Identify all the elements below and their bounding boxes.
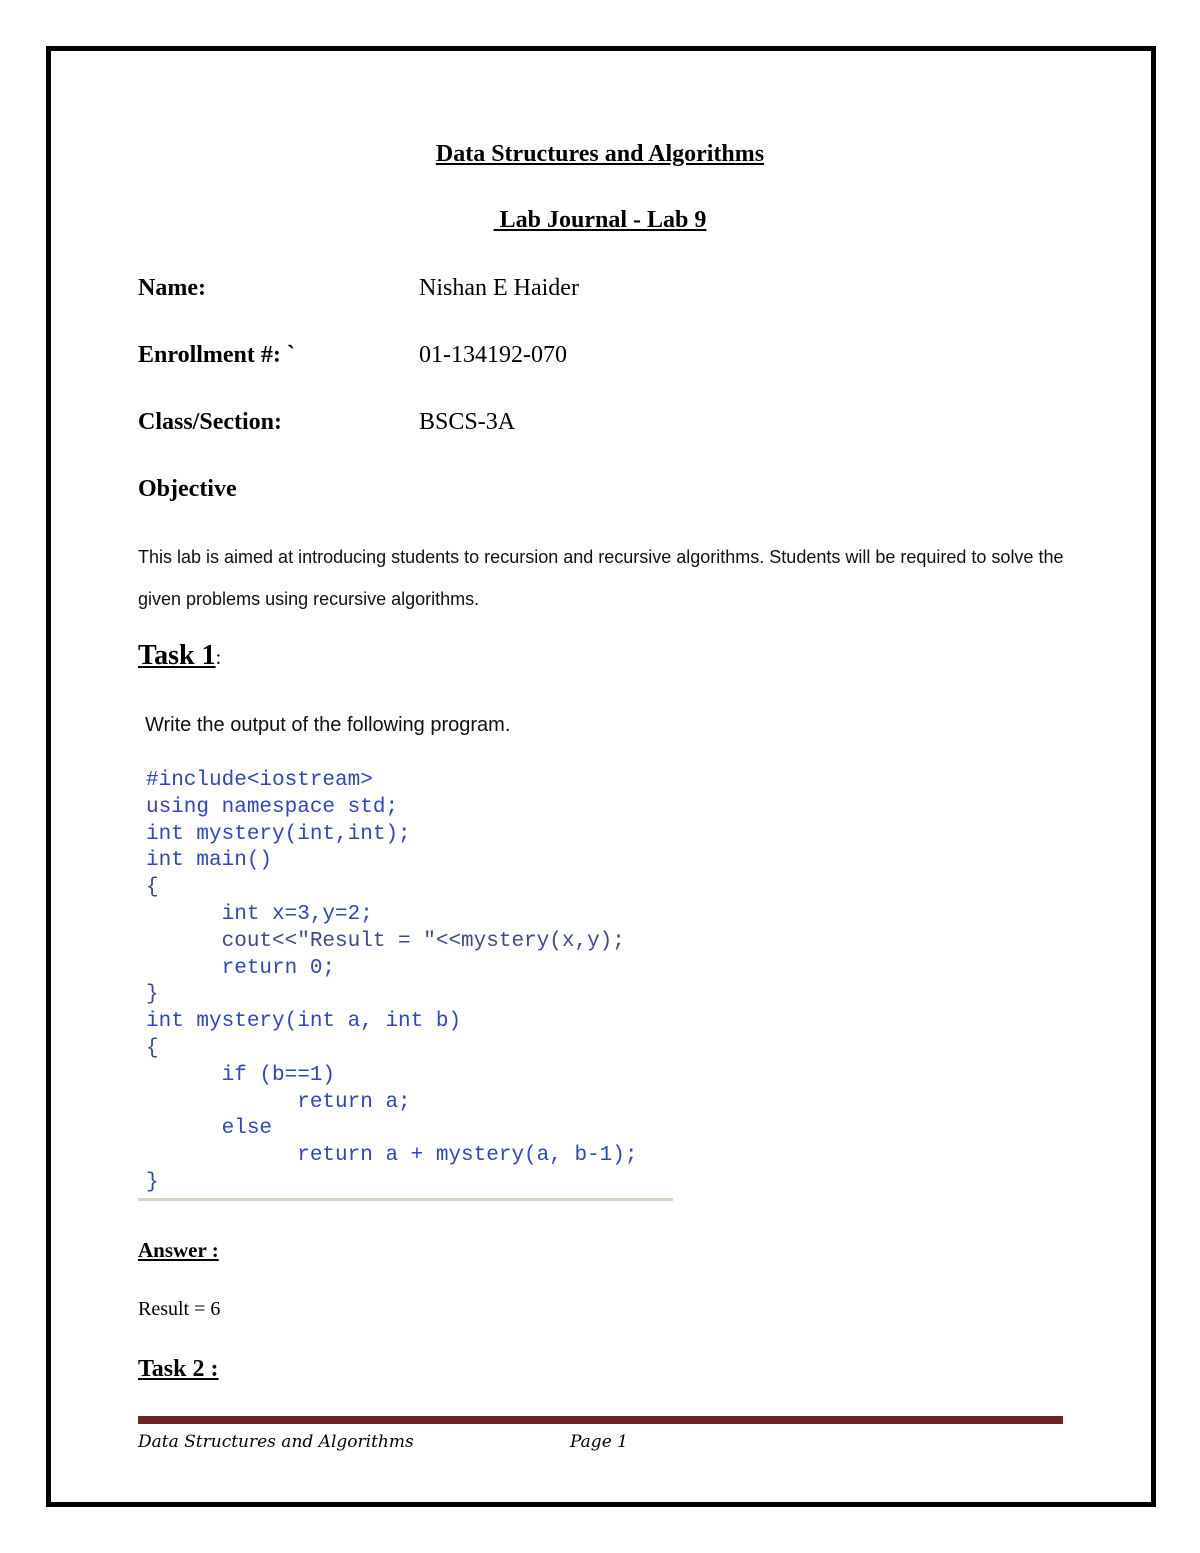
task2-heading: Task 2 : bbox=[138, 1356, 219, 1382]
code-line: cout<<"Result = "<<mystery(x,y); bbox=[146, 929, 625, 953]
code-line: int mystery(int,int); bbox=[146, 822, 411, 846]
footer-divider bbox=[138, 1416, 1063, 1424]
code-line: { bbox=[146, 876, 159, 900]
task1-heading-label: Task 1 bbox=[138, 640, 216, 671]
task1-heading-suffix: : bbox=[215, 647, 222, 669]
code-block bbox=[146, 768, 637, 1197]
class-section-value: BSCS-3A bbox=[419, 409, 516, 435]
enrollment-label: Enrollment #: ` bbox=[138, 342, 295, 368]
code-line: return 0; bbox=[146, 956, 336, 980]
code-line: return a; bbox=[146, 1090, 411, 1114]
code-line: if (b==1) bbox=[146, 1063, 336, 1087]
document-subtitle: Lab Journal - Lab 9 bbox=[493, 207, 707, 233]
code-line: return a + mystery(a, b-1); bbox=[146, 1144, 638, 1168]
code-line: int main() bbox=[146, 849, 273, 873]
objective-text: This lab is aimed at introducing students to recursion and recursive algorithms. Students will be required to solve the given problems using recursive algorithms. bbox=[138, 547, 1064, 609]
document-title: Data Structures and Algorithms bbox=[435, 141, 765, 167]
page-number: Page 1 bbox=[570, 1432, 628, 1452]
code-line: } bbox=[146, 1170, 159, 1194]
answer-heading: Answer : bbox=[138, 1238, 219, 1262]
code-line: else bbox=[146, 1117, 273, 1141]
code-line: using namespace std; bbox=[146, 795, 399, 819]
enrollment-value: 01-134192-070 bbox=[419, 342, 567, 368]
code-line: int mystery(int a, int b) bbox=[146, 1010, 462, 1034]
objective-heading: Objective bbox=[138, 476, 237, 502]
footer-title: Data Structures and Algorithms bbox=[138, 1432, 414, 1452]
name-label: Name: bbox=[138, 275, 206, 301]
answer-text: Result = 6 bbox=[138, 1298, 221, 1320]
task1-heading bbox=[138, 640, 221, 672]
task1-prompt: Write the output of the following program. bbox=[145, 714, 511, 736]
name-value: Nishan E Haider bbox=[419, 275, 579, 301]
class-section-label: Class/Section: bbox=[138, 409, 282, 435]
code-line: int x=3,y=2; bbox=[146, 902, 373, 926]
code-divider bbox=[138, 1198, 673, 1201]
code-line: #include<iostream> bbox=[146, 769, 373, 792]
code-line: } bbox=[146, 983, 159, 1007]
code-line: { bbox=[146, 1036, 159, 1060]
